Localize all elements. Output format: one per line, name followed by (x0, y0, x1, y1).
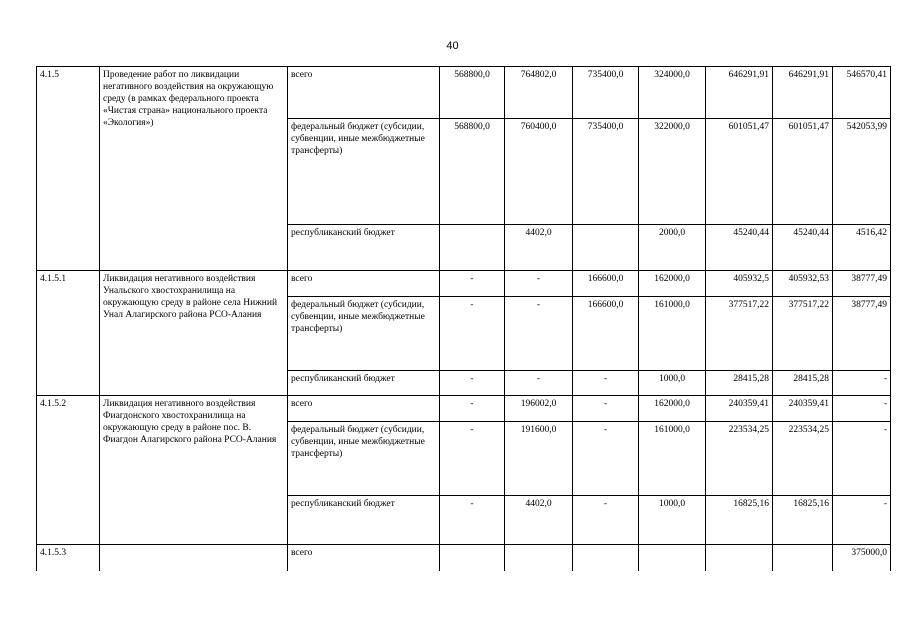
item-name: Проведение работ по ликвидации негативного воздействия на окружающую среду (в рамках федерального проекта «Чистая страна» национального проекта «Экология») (100, 67, 288, 271)
amount-cell: 45240,44 (706, 225, 773, 271)
amount-cell: - (505, 297, 573, 371)
amount-cell: - (833, 496, 891, 545)
amount-cell: 45240,44 (773, 225, 833, 271)
amount-cell: - (573, 496, 639, 545)
amount-cell: 223534,25 (706, 422, 773, 496)
amount-cell: - (440, 297, 505, 371)
amount-cell: - (505, 271, 573, 297)
amount-cell: 760400,0 (505, 119, 573, 225)
amount-cell: 324000,0 (639, 67, 706, 119)
amount-cell: - (833, 371, 891, 396)
funding-source: республиканский бюджет (288, 496, 440, 545)
amount-cell: 240359,41 (773, 396, 833, 422)
amount-cell: - (573, 396, 639, 422)
funding-source: федеральный бюджет (субсидии, субвенции, иные межбюджетные трансферты) (288, 297, 440, 371)
amount-cell (639, 545, 706, 571)
amount-cell: 764802,0 (505, 67, 573, 119)
amount-cell: 375000,0 (833, 545, 891, 571)
amount-cell: 735400,0 (573, 119, 639, 225)
amount-cell: 1000,0 (639, 496, 706, 545)
amount-cell: 196002,0 (505, 396, 573, 422)
amount-cell: - (505, 371, 573, 396)
item-code: 4.1.5 (37, 67, 100, 271)
funding-source: республиканский бюджет (288, 371, 440, 396)
amount-cell: 161000,0 (639, 422, 706, 496)
amount-cell (573, 225, 639, 271)
amount-cell: - (440, 422, 505, 496)
amount-cell: 162000,0 (639, 271, 706, 297)
item-code: 4.1.5.2 (37, 396, 100, 545)
amount-cell: 38777,49 (833, 271, 891, 297)
item-name: Ликвидация негативного воздействия Фиагдонского хвостохранилища на окружающую среду в районе пос. В. Фиагдон Алагирского района РСО-Алания (100, 396, 288, 545)
amount-cell: 4516,42 (833, 225, 891, 271)
amount-cell (505, 545, 573, 571)
item-code: 4.1.5.1 (37, 271, 100, 396)
amount-cell: 568800,0 (440, 119, 505, 225)
amount-cell: 405932,5 (706, 271, 773, 297)
table-row (37, 545, 891, 571)
amount-cell: 546570,41 (833, 67, 891, 119)
amount-cell (440, 545, 505, 571)
funding-source: федеральный бюджет (субсидии, субвенции, иные межбюджетные трансферты) (288, 422, 440, 496)
amount-cell: 16825,16 (773, 496, 833, 545)
amount-cell: 2000,0 (639, 225, 706, 271)
amount-cell: - (440, 496, 505, 545)
amount-cell: - (573, 422, 639, 496)
amount-cell: 16825,16 (706, 496, 773, 545)
amount-cell: 542053,99 (833, 119, 891, 225)
amount-cell: 28415,28 (706, 371, 773, 396)
page-number: 40 (446, 40, 459, 52)
amount-cell: 322000,0 (639, 119, 706, 225)
amount-cell: 166600,0 (573, 271, 639, 297)
amount-cell (440, 225, 505, 271)
amount-cell: 38777,49 (833, 297, 891, 371)
amount-cell: 28415,28 (773, 371, 833, 396)
item-name: Ликвидация негативного воздействия Унальского хвостохранилища на окружающую среду в районе села Нижний Унал Алагирского района РСО-Алания (100, 271, 288, 396)
funding-source: всего (288, 545, 440, 571)
item-name (100, 545, 288, 571)
funding-source: федеральный бюджет (субсидии, субвенции, иные межбюджетные трансферты) (288, 119, 440, 225)
amount-cell: 646291,91 (773, 67, 833, 119)
amount-cell: 166600,0 (573, 297, 639, 371)
amount-cell: 601051,47 (773, 119, 833, 225)
amount-cell: 162000,0 (639, 396, 706, 422)
amount-cell: 1000,0 (639, 371, 706, 396)
amount-cell (573, 545, 639, 571)
amount-cell: - (573, 371, 639, 396)
amount-cell: 240359,41 (706, 396, 773, 422)
table-row (37, 396, 891, 422)
amount-cell: - (440, 371, 505, 396)
amount-cell: 4402,0 (505, 225, 573, 271)
amount-cell: - (833, 396, 891, 422)
item-code: 4.1.5.3 (37, 545, 100, 571)
amount-cell: - (440, 271, 505, 297)
table-row (37, 271, 891, 297)
funding-source: всего (288, 67, 440, 119)
amount-cell: 377517,22 (706, 297, 773, 371)
amount-cell (706, 545, 773, 571)
table-row (37, 67, 891, 119)
amount-cell: 161000,0 (639, 297, 706, 371)
amount-cell: 223534,25 (773, 422, 833, 496)
amount-cell: 4402,0 (505, 496, 573, 545)
amount-cell (773, 545, 833, 571)
amount-cell: 377517,22 (773, 297, 833, 371)
amount-cell: 568800,0 (440, 67, 505, 119)
funding-source: республиканский бюджет (288, 225, 440, 271)
amount-cell: - (440, 396, 505, 422)
amount-cell: 601051,47 (706, 119, 773, 225)
amount-cell: 191600,0 (505, 422, 573, 496)
budget-table (36, 66, 891, 571)
funding-source: всего (288, 396, 440, 422)
amount-cell: 646291,91 (706, 67, 773, 119)
amount-cell: 735400,0 (573, 67, 639, 119)
amount-cell: - (833, 422, 891, 496)
funding-source: всего (288, 271, 440, 297)
amount-cell: 405932,53 (773, 271, 833, 297)
